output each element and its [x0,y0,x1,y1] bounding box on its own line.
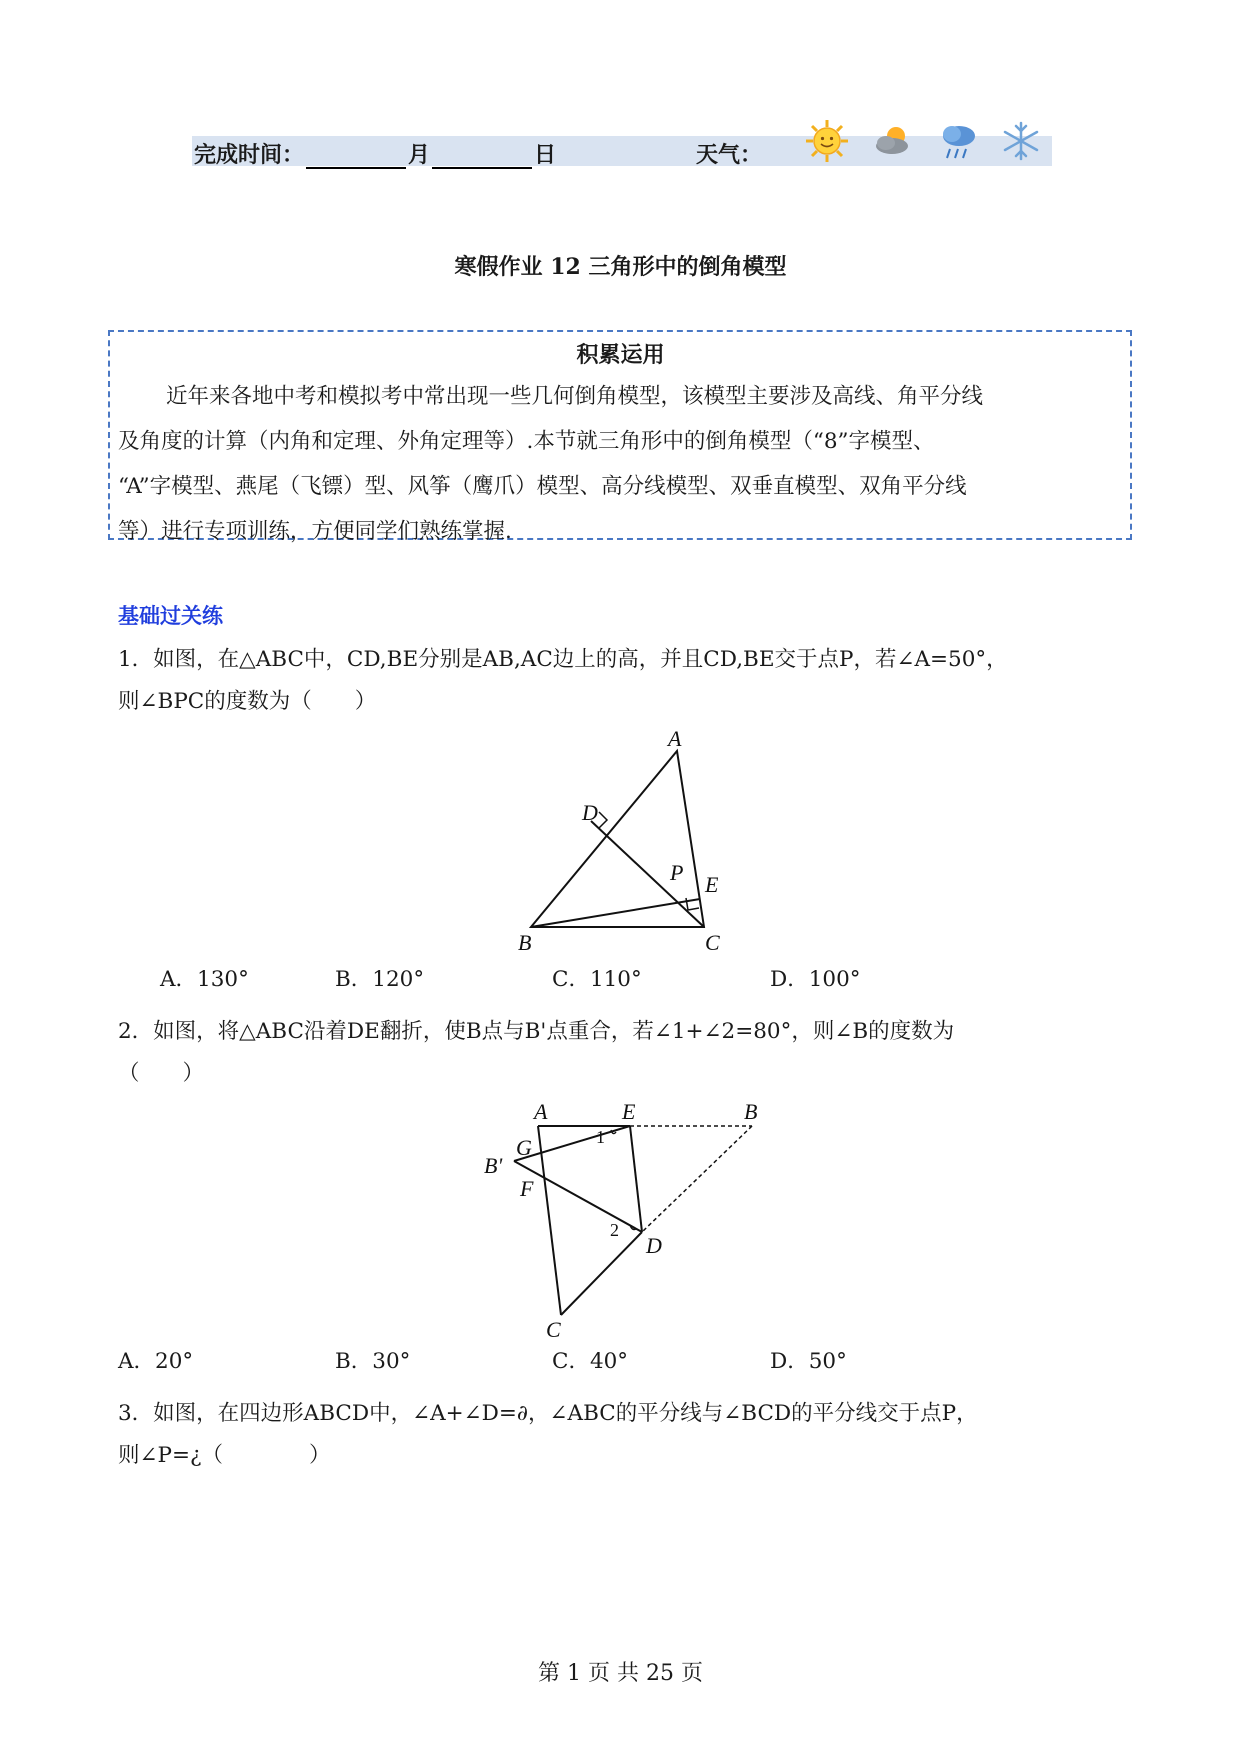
q3-line-2: 则∠P=¿（ ） [118,1443,331,1468]
q1-line-2: 则∠BPC的度数为（ ） [118,689,377,714]
intro-line-4: 等）进行专项训练，方便同学们熟练掌握. [118,519,512,544]
intro-line-2: 及角度的计算（内角和定理、外角定理等）.本节就三角形中的倒角模型（“8”字模型、 [118,429,935,454]
page-title: 寒假作业 12 三角形中的倒角模型 [454,254,787,280]
sun-icon [804,118,850,164]
angle-2-label: 2 [610,1220,619,1240]
label-a: A [534,1099,548,1124]
label-b: B [518,930,532,955]
angle-1-label: 1 [596,1127,605,1147]
triangle-abc [531,751,704,927]
q1-option-b[interactable]: B．120° [335,967,425,992]
label-p: P [670,860,684,885]
label-d: D [646,1233,662,1258]
label-e: E [622,1099,636,1124]
label-b: B [744,1099,758,1124]
q1-option-a[interactable]: A．130° [160,967,249,992]
label-c: C [546,1317,561,1340]
intro-line-3: “A”字模型、燕尾（飞镖）型、风筝（鹰爪）模型、高分线模型、双垂直模型、双角平分线 [118,474,967,499]
q2-option-a[interactable]: A．20° [118,1349,194,1374]
section-title: 基础过关练 [118,604,223,628]
day-label: 日 [534,143,557,168]
label-f: F [520,1176,534,1201]
q2-option-b[interactable]: B．30° [335,1349,411,1374]
intro-box-heading: 积累运用 [576,343,665,368]
label-c: C [705,930,720,955]
label-g: G [516,1135,532,1160]
snow-icon [998,118,1044,164]
month-label: 月 [408,143,431,168]
intro-line-1: 近年来各地中考和模拟考中常出现一些几何倒角模型，该模型主要涉及高线、角平分线 [166,384,984,409]
label-a: A [668,726,682,751]
q2-option-c[interactable]: C．40° [552,1349,629,1374]
rain-icon [936,118,982,164]
completion-time-row [194,138,762,169]
label-d: D [582,800,598,825]
weather-label: 天气： [696,143,763,168]
label-e: E [705,872,719,897]
q2-option-d[interactable]: D．50° [770,1349,847,1374]
day-blank[interactable] [432,145,532,169]
label-b-prime: B' [484,1153,503,1178]
q2-figure [470,1090,770,1340]
q1-option-d[interactable]: D．100° [770,967,861,992]
altitude-be [531,899,700,927]
altitude-cd [591,821,704,927]
q1-line-1: 1．如图，在△ABC中，CD,BE分别是AB,AC边上的高，并且CD,BE交于点P，若∠A=50°， [118,647,1008,672]
month-blank[interactable] [306,145,406,169]
q2-line-1: 2．如图，将△ABC沿着DE翻折，使B点与B'点重合，若∠1+∠2=80°，则∠B的度数为 [118,1019,955,1044]
partly-cloudy-icon [870,118,916,164]
q1-option-c[interactable]: C．110° [552,967,642,992]
completion-label: 完成时间： [194,143,305,168]
q1-figure [500,720,760,960]
q3-line-1: 3．如图，在四边形ABCD中，∠A+∠D=∂，∠ABC的平分线与∠BCD的平分线交于点P， [118,1401,978,1426]
page-footer: 第 1 页 共 25 页 [538,1661,703,1686]
q2-line-2: （ ） [118,1061,205,1086]
